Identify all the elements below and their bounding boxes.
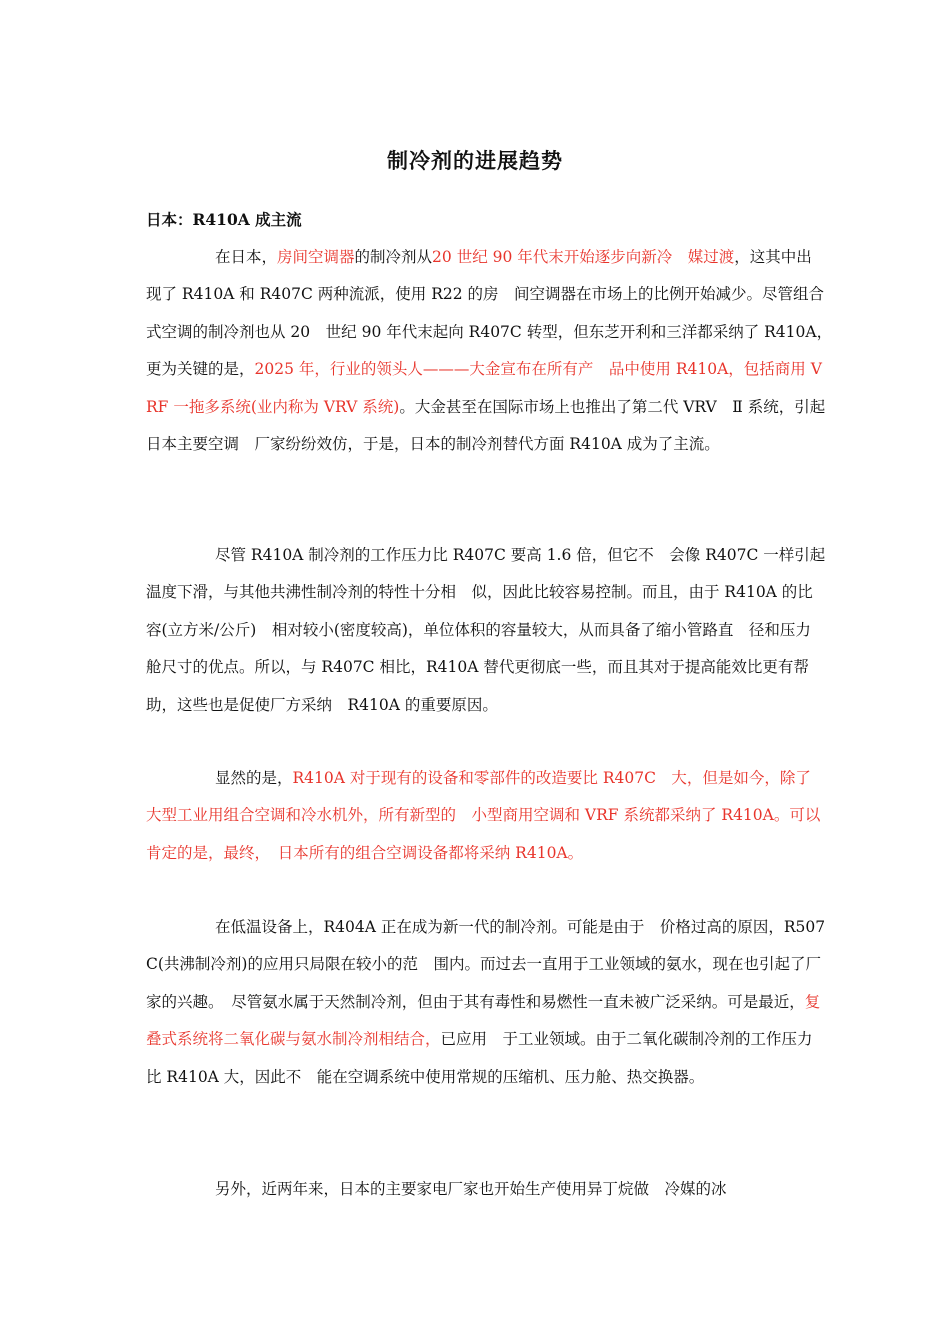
p4-text-c: 已应用 于工业领域。由于二氧化碳制冷剂的工作压力比 R410A 大，因此不 能在空调系统中使用常规的压缩机、压力舱、热交换器。 [146, 1030, 813, 1086]
p5-text-a: 另外，近两年来，日本的主要家电厂家也开始生产使用异丁烷做 冷媒的冰 [215, 1180, 727, 1198]
p1-text-c: 的制冷剂从 [354, 248, 433, 266]
document-title: 制冷剂的进展趋势 [387, 148, 563, 173]
paragraph-4 [146, 909, 826, 1096]
p4-text-a: 在低温设备上，R404A 正在成为新一代的制冷剂。可能是由于 价格过高的原因，R507C(共沸制冷剂)的应用只局限在较小的范 围内。而过去一直用于工业领域的氨水，现在也引起了厂家的兴趣。 尽管氨水属于天然制冷剂，但由于其有毒性和易燃性一直未被广泛采纳。可是最近， [146, 918, 826, 1011]
p1-text-e: ，这其中出现了 R410A 和 R407C 两种流派，使用 R22 的房 间空调器在市场上的比例开始减少。尽管组合式空调的制冷剂也从 20 世纪 90 年代末起向 R407C 转型，但东芝开利和三洋都采纳了 R410A， 更为关键的是， [146, 248, 845, 379]
paragraph-2 [146, 537, 826, 724]
paragraph-3 [146, 760, 826, 872]
section-heading: 日本：R410A 成主流 [146, 210, 302, 229]
paragraph-1 [146, 239, 845, 463]
p1-highlight-room-ac: 房间空调器 [277, 248, 355, 266]
p1-text-g: 。大金甚至在国际市场上也推出了第二代 VRV Ⅱ 系统，引起日本主要空调 厂家纷纷效仿，于是，日本的制冷剂替代方面 R410A 成为了主流。 [146, 397, 826, 454]
p1-text-a: 在日本， [215, 248, 278, 266]
p1-highlight-daikin: 2025 年，行业的领头人———大金宣布在所有产 品中使用 R410A，包括商用 VRF 一拖多系统(业内称为 VRV 系统) [146, 360, 822, 416]
p4-highlight-cascade: 复叠式系统将二氧化碳与氨水制冷剂相结合， [146, 992, 821, 1049]
p3-text-a: 显然的是， [215, 769, 293, 787]
p2-text-a: 尽管 R410A 制冷剂的工作压力比 R407C 要高 1.6 倍，但它不 会像 R407C 一样引起温度下滑，与其他共沸性制冷剂的特性十分相 似，因此比较容易控制。而且，由于 R410A 的比容(立方米/公斤) 相对较小(密度较高)，单位体积的容量较大，从而具备了缩小管路直 径和压力舱尺寸的优点。所以，与 R407C 相比，R410A 替代更彻底一些，而且其对于提高能效比更有帮助，这些也是促使厂方采纳 R410A 的重要原因。 [146, 546, 826, 714]
paragraph-5 [146, 1171, 826, 1208]
p1-highlight-90s: 20 世纪 90 年代末开始逐步向新冷 媒过渡 [432, 248, 735, 266]
p3-highlight-r410a: R410A 对于现有的设备和零部件的改造要比 R407C 大，但是如今，除了大型工业用组合空调和冷水机外，所有新型的 小型商用空调和 VRF 系统都采纳了 R410A。可以肯定的是，最终， 日本所有的组合空调设备都将采纳 R410A。 [146, 769, 821, 862]
